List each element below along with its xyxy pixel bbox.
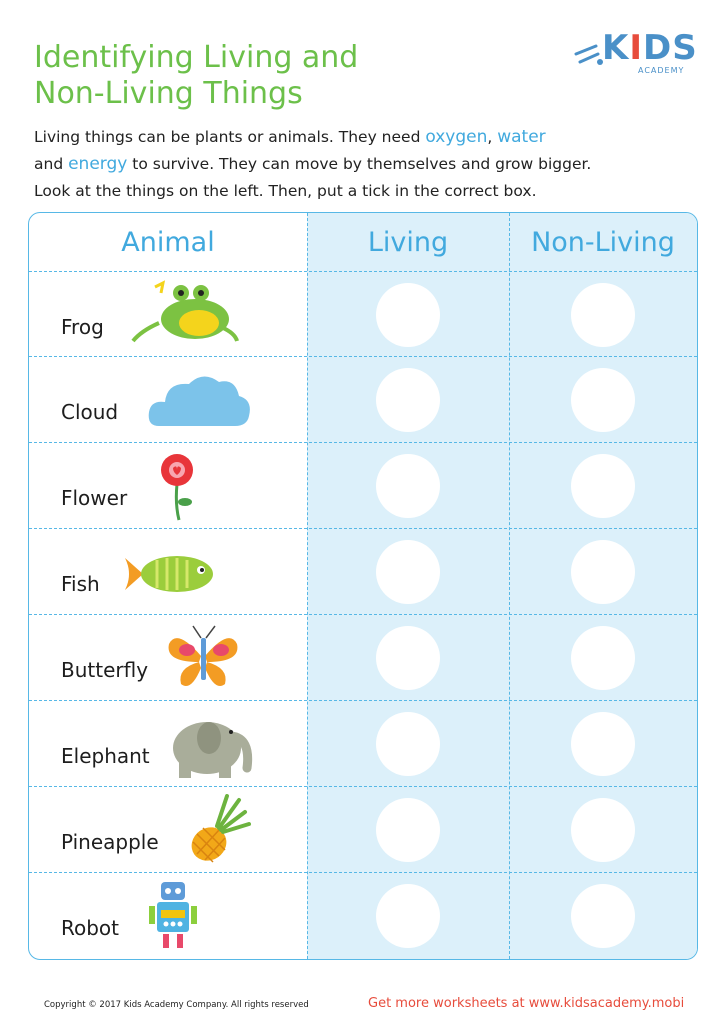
header-non-living: Non-Living — [531, 227, 675, 258]
keyword-energy: energy — [68, 154, 128, 174]
non-living-answer-circle[interactable] — [571, 798, 635, 862]
worksheet-table — [28, 212, 698, 960]
header-animal: Animal — [121, 227, 215, 258]
non-living-answer-circle[interactable] — [571, 712, 635, 776]
robot-icon — [145, 880, 255, 952]
header-living: Living — [367, 227, 449, 258]
instructions-line-3: Look at the things on the left. Then, put a tick in the correct box. — [34, 182, 537, 200]
row-label: Robot — [61, 916, 120, 940]
instructions — [34, 124, 694, 205]
frog-icon — [129, 279, 239, 351]
instructions-line-2: and energy to survive. They can move by themselves and grow bigger. — [34, 154, 592, 174]
table-row — [29, 528, 697, 613]
living-answer-circle[interactable] — [376, 454, 440, 518]
table-row — [29, 786, 697, 871]
elephant-icon — [163, 708, 273, 780]
butterfly-icon — [163, 622, 273, 694]
keyword-water: water — [497, 127, 546, 147]
logo-wordmark: KIDS — [602, 28, 698, 68]
page-title — [34, 40, 474, 112]
living-answer-circle[interactable] — [376, 626, 440, 690]
living-answer-circle[interactable] — [376, 540, 440, 604]
flower-icon — [145, 450, 255, 522]
row-label: Elephant — [61, 744, 150, 768]
row-label: Pineapple — [61, 830, 159, 854]
pineapple-icon — [179, 794, 289, 866]
living-answer-circle[interactable] — [376, 712, 440, 776]
promo-link[interactable]: Get more worksheets at www.kidsacademy.mobi — [368, 996, 685, 1011]
table-row — [29, 700, 697, 785]
row-label: Frog — [61, 315, 104, 339]
table-row — [29, 442, 697, 527]
logo-swoosh-icon — [574, 32, 604, 72]
non-living-answer-circle[interactable] — [571, 540, 635, 604]
row-label: Flower — [61, 486, 128, 510]
cloud-icon — [145, 364, 255, 436]
row-label: Butterfly — [61, 658, 149, 682]
living-answer-circle[interactable] — [376, 283, 440, 347]
row-label: Cloud — [61, 400, 119, 424]
non-living-answer-circle[interactable] — [571, 283, 635, 347]
logo-subtitle: ACADEMY — [638, 66, 685, 75]
copyright-notice: Copyright © 2017 Kids Academy Company. All rights reserved — [44, 1000, 309, 1010]
non-living-answer-circle[interactable] — [571, 454, 635, 518]
row-label: Fish — [61, 572, 100, 596]
title-line-2: Non-Living Things — [34, 76, 303, 111]
living-answer-circle[interactable] — [376, 884, 440, 948]
table-row — [29, 614, 697, 699]
instructions-line-1: Living things can be plants or animals. They need oxygen, water — [34, 127, 546, 147]
non-living-answer-circle[interactable] — [571, 368, 635, 432]
non-living-answer-circle[interactable] — [571, 884, 635, 948]
table-row — [29, 271, 697, 356]
table-row — [29, 872, 697, 957]
kids-academy-logo — [574, 26, 698, 80]
fish-icon — [121, 536, 231, 608]
living-answer-circle[interactable] — [376, 798, 440, 862]
keyword-oxygen: oxygen — [425, 127, 488, 147]
non-living-answer-circle[interactable] — [571, 626, 635, 690]
title-line-1: Identifying Living and — [34, 40, 359, 75]
living-answer-circle[interactable] — [376, 368, 440, 432]
table-row — [29, 356, 697, 441]
